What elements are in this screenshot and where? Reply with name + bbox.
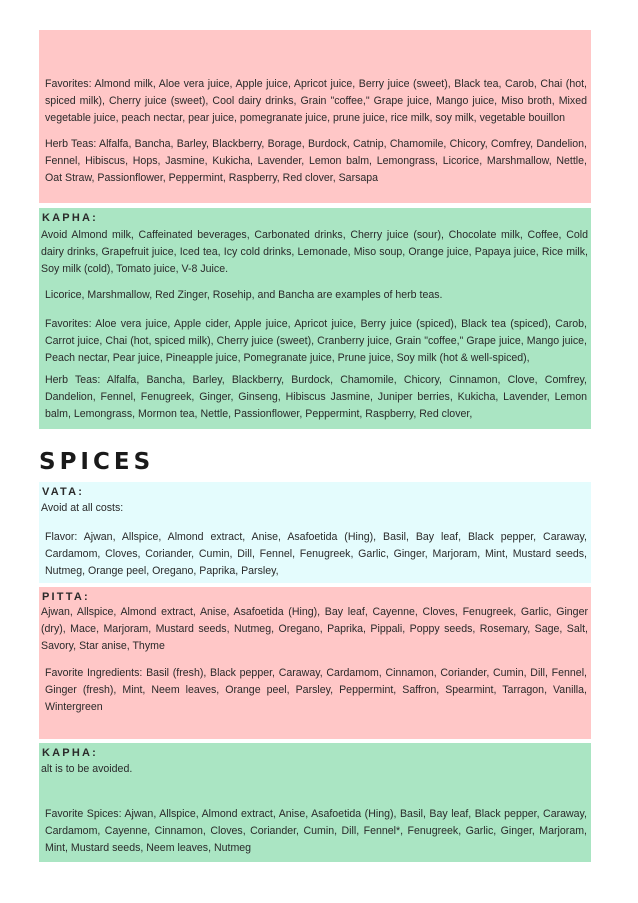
vata-spices-heading: VATA: <box>42 486 85 498</box>
pitta-spices-heading: PITTA: <box>42 591 90 603</box>
kapha-drinks-herb-teas: Herb Teas: Alfalfa, Bancha, Barley, Blackberry, Burdock, Chamomile, Chicory, Cinnamon, Clove, Comfrey, Dandelion, Fennel, Fenugreek, Ginger, Ginseng, Hibiscus Jasmine, Juniper berries, Kukicha, Lavender, Lemon balm, Lemongrass, Mormon tea, Nettle, Passionflower, Peppermint, Raspberry, Red clover, <box>45 374 587 420</box>
kapha-spices-heading: KAPHA: <box>42 747 98 759</box>
vata-spices-flavor: Flavor: Ajwan, Allspice, Almond extract, Anise, Asafoetida (Hing), Basil, Bay leaf, Black pepper, Caraway, Cardamom, Cloves, Coriander, Cumin, Dill, Fennel, Fenugreek, Garlic, Ginger, Marjoram, Mint, Mustard seeds, Nutmeg, Orange peel, Oregano, Paprika, Parsley, <box>45 531 587 577</box>
kapha-spices-favorites: Favorite Spices: Ajwan, Allspice, Almond extract, Anise, Asafoetida (Hing), Basil, Bay leaf, Black pepper, Caraway, Cardamom, Cayenne, Cinnamon, Cloves, Coriander, Cumin, Dill, Fennel*, Fenugreek, Garlic, Ginger, Marjoram, Mint, Mustard seeds, Neem leaves, Nutmeg <box>45 808 587 854</box>
spices-title: SPICES <box>39 449 155 475</box>
pitta-drinks-herb-teas: Herb Teas: Alfalfa, Bancha, Barley, Blackberry, Borage, Burdock, Catnip, Chamomile, Chicory, Comfrey, Dandelion, Fennel, Hibiscus, Hops, Jasmine, Kukicha, Lavender, Lemon balm, Lemongrass, Licorice, Marshmallow, Nettle, Oat Straw, Passionflower, Peppermint, Raspberry, Red clover, Sarsapa <box>45 138 587 184</box>
pitta-spices-avoid: Ajwan, Allspice, Almond extract, Anise, Asafoetida (Hing), Bay leaf, Cayenne, Cloves, Fenugreek, Garlic, Ginger (dry), Mace, Marjoram, Mustard seeds, Nutmeg, Oregano, Paprika, Pippali, Poppy seeds, Rosemary, Sage, Salt, Savory, Star anise, Thyme <box>41 606 588 652</box>
kapha-drinks-box <box>39 208 591 429</box>
vata-spices-avoid: Avoid at all costs: <box>41 502 124 514</box>
pitta-spices-box <box>39 587 591 739</box>
kapha-spices-avoid: alt is to be avoided. <box>41 763 133 775</box>
kapha-drinks-avoid: Avoid Almond milk, Caffeinated beverages, Carbonated drinks, Cherry juice (sour), Chocolate milk, Coffee, Cold dairy drinks, Grapefruit juice, Iced tea, Icy cold drinks, Lemonade, Miso soup, Orange juice, Papaya juice, Rice milk, Soy milk (cold), Tomato juice, V-8 Juice. <box>41 229 588 275</box>
kapha-drinks-heading: KAPHA: <box>42 212 98 224</box>
pitta-spices-favorites: Favorite Ingredients: Basil (fresh), Black pepper, Caraway, Cardamom, Cinnamon, Coriander, Cumin, Dill, Fennel, Ginger (fresh), Mint, Neem leaves, Orange peel, Parsley, Peppermint, Saffron, Spearmint, Tarragon, Vanilla, Wintergreen <box>45 667 587 713</box>
pitta-drinks-favorites: Favorites: Almond milk, Aloe vera juice, Apple juice, Apricot juice, Berry juice (sweet), Black tea, Carob, Chai (hot, spiced milk), Cherry juice (sweet), Cool dairy drinks, Grain "coffee," Grape juice, Mango juice, Miso broth, Mixed vegetable juice, peach nectar, pear juice, pomegranate juice, prune juice, rice milk, soy milk, vegetable bouillon <box>45 78 587 124</box>
vata-spices-box <box>39 482 591 583</box>
kapha-spices-box <box>39 743 591 862</box>
kapha-drinks-note: Licorice, Marshmallow, Red Zinger, Rosehip, and Bancha are examples of herb teas. <box>45 289 443 301</box>
kapha-drinks-favorites: Favorites: Aloe vera juice, Apple cider, Apple juice, Apricot juice, Berry juice (spiced), Black tea (spiced), Carob, Carrot juice, Chai (hot, spiced milk), Cherry juice (sweet), Cranberry juice, Grain "coffee," Grape juice, Mango juice, Peach nectar, Pear juice, Pineapple juice, Pomegranate juice, Prune juice, Soy milk (hot & well-spiced), <box>45 318 587 364</box>
pitta-drinks-box <box>39 30 591 203</box>
